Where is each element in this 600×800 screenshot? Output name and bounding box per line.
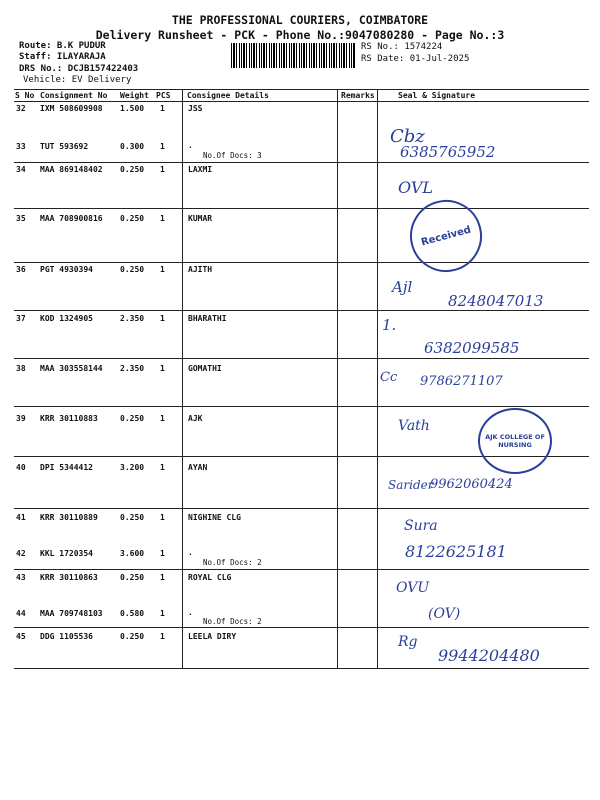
row-sno: 45 xyxy=(16,632,26,641)
row-consignee: AJK xyxy=(188,414,203,423)
row-weight: 0.250 xyxy=(120,513,145,522)
row-sno: 33 xyxy=(16,142,26,151)
col-header-pcs: PCS xyxy=(156,91,171,100)
row-pcs: 1 xyxy=(160,573,165,582)
signature-scribble: Cc xyxy=(380,370,398,385)
row-consignment-no: DPI 5344412 xyxy=(40,463,93,472)
row-sno: 44 xyxy=(16,609,26,618)
row-pcs: 1 xyxy=(160,414,165,423)
row-weight: 0.580 xyxy=(120,609,145,618)
row-consignment-no: MAA 869148402 xyxy=(40,165,103,174)
route-label: Route: B.K PUDUR xyxy=(19,41,106,51)
signature-phone: 9786271107 xyxy=(420,374,503,389)
row-weight: 2.350 xyxy=(120,314,145,323)
rs-date: RS Date: 01-Jul-2025 xyxy=(361,54,470,64)
row-pcs: 1 xyxy=(160,463,165,472)
drs-label: DRS No.: DCJB157422403 xyxy=(19,64,139,74)
row-pcs: 1 xyxy=(160,165,165,174)
row-separator xyxy=(14,310,589,311)
signature-phone: 6385765952 xyxy=(400,143,496,161)
table-header-border xyxy=(14,101,589,102)
row-pcs: 1 xyxy=(160,214,165,223)
row-consignment-no: KRR 30110863 xyxy=(40,573,98,582)
column-divider xyxy=(337,89,338,669)
row-consignment-no: MAA 303558144 xyxy=(40,364,103,373)
row-weight: 0.300 xyxy=(120,142,145,151)
col-header-seal-signature: Seal & Signature xyxy=(398,91,476,100)
signature-scribble: Rg xyxy=(398,634,418,650)
row-docs-count: No.Of Docs: 2 xyxy=(203,558,262,567)
rs-number: RS No.: 1574224 xyxy=(361,42,443,52)
row-weight: 0.250 xyxy=(120,632,145,641)
col-header-sno: S No xyxy=(15,91,35,100)
row-consignee: KUMAR xyxy=(188,214,213,223)
row-weight: 0.250 xyxy=(120,414,145,423)
signature-scribble: Sarider xyxy=(388,478,434,492)
row-consignee: . xyxy=(188,141,193,150)
col-header-weight: Weight xyxy=(120,91,149,100)
company-title: THE PROFESSIONAL COURIERS, COIMBATORE xyxy=(171,13,429,27)
row-separator xyxy=(14,162,589,163)
row-separator xyxy=(14,208,589,209)
row-sno: 42 xyxy=(16,549,26,558)
row-sno: 43 xyxy=(16,573,26,582)
row-consignee: BHARATHI xyxy=(188,314,227,323)
row-weight: 1.500 xyxy=(120,104,145,113)
row-pcs: 1 xyxy=(160,609,165,618)
col-header-consignment: Consignment No xyxy=(40,91,108,100)
row-separator xyxy=(14,508,589,509)
row-separator xyxy=(14,262,589,263)
row-pcs: 1 xyxy=(160,632,165,641)
signature-phone: 8122625181 xyxy=(405,542,507,561)
college-stamp: AJK COLLEGE OF NURSING xyxy=(478,408,552,474)
row-consignment-no: IXM 508609908 xyxy=(40,104,103,113)
col-header-remarks: Remarks xyxy=(341,91,375,100)
row-separator xyxy=(14,406,589,407)
row-weight: 2.350 xyxy=(120,364,145,373)
signature-phone: 8248047013 xyxy=(448,292,544,310)
row-sno: 34 xyxy=(16,165,26,174)
row-consignee: LAXMI xyxy=(188,165,213,174)
row-pcs: 1 xyxy=(160,265,165,274)
table-bottom-border xyxy=(14,668,589,669)
row-consignee: JSS xyxy=(188,104,203,113)
column-divider xyxy=(377,89,378,669)
row-pcs: 1 xyxy=(160,364,165,373)
row-consignment-no: KOD 1324905 xyxy=(40,314,93,323)
signature-phone: 9962060424 xyxy=(430,477,513,492)
row-consignment-no: PGT 4930394 xyxy=(40,265,93,274)
row-consignee: AYAN xyxy=(188,463,208,472)
row-consignee: . xyxy=(188,608,193,617)
row-weight: 0.250 xyxy=(120,573,145,582)
col-header-consignee: Consignee Details xyxy=(187,91,269,100)
signature-scribble: OVU xyxy=(396,580,430,596)
signature-scribble: Sura xyxy=(404,518,438,534)
row-sno: 37 xyxy=(16,314,26,323)
row-sno: 38 xyxy=(16,364,26,373)
row-weight: 3.200 xyxy=(120,463,145,472)
signature-scribble: Cbz xyxy=(390,126,425,147)
row-consignee: NIGHINE CLG xyxy=(188,513,241,522)
received-stamp: Received xyxy=(402,192,490,280)
signature-phone: 9944204480 xyxy=(438,646,540,665)
signature-scribble: Vath xyxy=(398,418,430,434)
row-consignment-no: KKL 1720354 xyxy=(40,549,93,558)
row-consignment-no: KRR 30110889 xyxy=(40,513,98,522)
row-pcs: 1 xyxy=(160,549,165,558)
row-docs-count: No.Of Docs: 2 xyxy=(203,617,262,626)
row-separator xyxy=(14,358,589,359)
row-consignee: LEELA DIRY xyxy=(188,632,237,641)
runsheet-subtitle: Delivery Runsheet - PCK - Phone No.:9047080280 - Page No.:3 xyxy=(95,28,505,42)
row-pcs: 1 xyxy=(160,104,165,113)
column-divider xyxy=(182,89,183,669)
row-consignment-no: MAA 708900816 xyxy=(40,214,103,223)
row-weight: 0.250 xyxy=(120,265,145,274)
row-consignee: . xyxy=(188,548,193,557)
row-sno: 36 xyxy=(16,265,26,274)
row-sno: 35 xyxy=(16,214,26,223)
row-sno: 40 xyxy=(16,463,26,472)
signature-scribble: 1. xyxy=(382,316,397,334)
row-separator xyxy=(14,627,589,628)
row-sno: 41 xyxy=(16,513,26,522)
row-pcs: 1 xyxy=(160,513,165,522)
barcode xyxy=(231,43,356,68)
row-docs-count: No.Of Docs: 3 xyxy=(203,151,262,160)
row-consignment-no: TUT 593692 xyxy=(40,142,89,151)
row-pcs: 1 xyxy=(160,314,165,323)
table-top-border xyxy=(14,89,589,90)
signature-scribble: (OV) xyxy=(428,606,461,622)
signature-phone: 6382099585 xyxy=(424,339,520,357)
row-consignee: ROYAL CLG xyxy=(188,573,232,582)
row-weight: 0.250 xyxy=(120,214,145,223)
row-consignment-no: MAA 709748103 xyxy=(40,609,103,618)
row-consignment-no: DDG 1105536 xyxy=(40,632,93,641)
row-weight: 3.600 xyxy=(120,549,145,558)
signature-scribble: OVL xyxy=(398,178,434,197)
row-separator xyxy=(14,569,589,570)
staff-label: Staff: ILAYARAJA xyxy=(19,52,106,62)
row-consignee: GOMATHI xyxy=(188,364,222,373)
row-consignee: AJITH xyxy=(188,265,213,274)
row-sno: 39 xyxy=(16,414,26,423)
row-sno: 32 xyxy=(16,104,26,113)
vehicle-label: Vehicle: EV Delivery xyxy=(23,75,132,85)
signature-scribble: Ajl xyxy=(392,278,413,296)
row-pcs: 1 xyxy=(160,142,165,151)
row-consignment-no: KRR 30110883 xyxy=(40,414,98,423)
row-weight: 0.250 xyxy=(120,165,145,174)
